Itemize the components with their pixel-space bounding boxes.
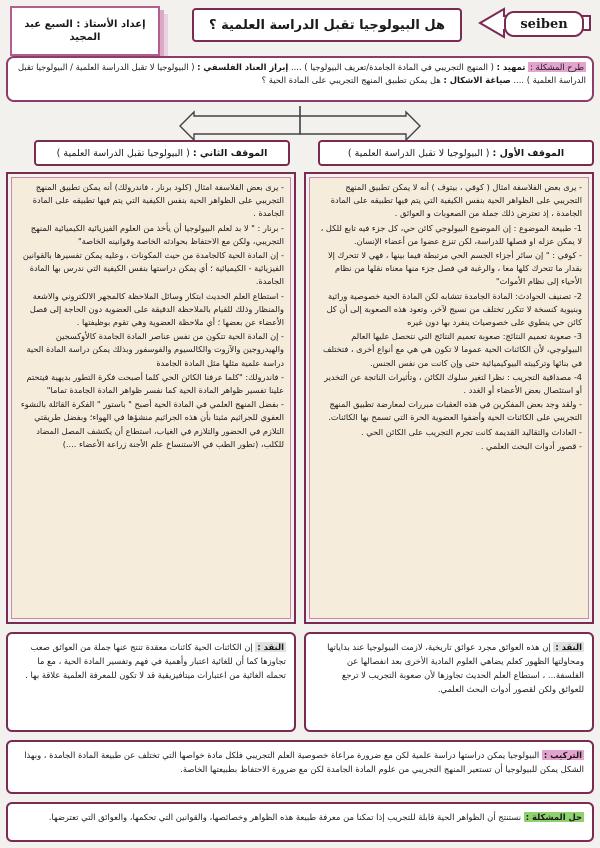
position1-paragraph: 1- طبيعة الموضوع : إن الموضوع البيولوجي كائن حي، كل جزء فيه تابع للكل ، لا يمكن عزله او فصلها للدراسة، لكن تنزع عضوا من أعضاء الإنسان. [320,222,582,246]
contrary-text: ( البيولوجيا لا تقبل الدراسة العلمية / البيولوجيا تقبل الدراسة العلمية ) .... [17,62,586,85]
position2-paragraph: - برنار : " لا بد لعلم البيولوجيا أن يأخذ من العلوم الفيزيائية الكيميائية المنهج التجريبي، ولكن مع الاحتفاظ بحوادثه الخاصة وقوانينه الخاصة" [30,222,284,246]
conclusion-box [6,802,594,842]
position1-paragraph: - كوفي : " إن سائر أجزاء الجسم الحي مرتبطة فيما بينها ، فهي لا تتحرك إلا بقدار ما تتحرك كلها معا ، والرغبة في فصل جزء منها معناه نقلها من نظام الأحياء إلى نظام الأموات" [327,250,582,287]
position1-paragraph: 3- صعوبة تعميم النتائج: صعوبة تعميم النتائج التي نتحصل عليها العالم البيولوجي، لأن الكائنات الحية عموما لا تكون هي هي مع أنواع أخرى ، فتختلف في بنائها وتركيبته البيوكيميائية حتى وإن كانت من نفس الجنس. [322,331,582,368]
position1-paragraph: 2- تصنيف الحوادث: المادة الجامدة تتشابه لكن المادة الحية خصوصية وراثية وبنيوية كنسخة لا تتكرر تختلف من نسيج لآخر، وتعود هذه الصعوبة إلى أن كل كائن حي ينطوي على خصوصيات ينفرد بها دون غيره [326,290,582,328]
critique1-box [304,632,594,732]
conclusion-text: نستنتج أن الظواهر الحية قابلة للتجريب إذا تمكنا من معرفة طبيعة هذه الظواهر وخصائصها، والقوانين التي تحكمها، والعوائق التي تعترضها. [48,812,522,822]
position2-paragraph: - إن المادة الحية تتكون من نفس عناصر المادة الجامدة كالأوكسجين والهيدروجين والآزوت والكالسيوم والفوسفور وبذلك يمكن دراسة المادة الحية دراسة علمية مثلها مثل المادة الجامدة [26,331,284,368]
critique2-label: النقد : [257,642,284,652]
position2-heading [34,140,290,166]
critique2-box [6,632,296,732]
position2-label: الموقف الثاني : [192,147,268,159]
critique2-text: إن الكائنات الحية كائنات معقدة تنتج عنها جملة من العوائق صعب تجاوزها كما أن للغائية اعتبار وأهمية في فهم وتفسير المادة الحية ، مع ما تحمله الغائية من اعتبارات ميتافيزيقية قد لا تكون للمعرفة العلمية علاقة بها . [25,642,286,680]
page-title [192,8,462,42]
position2-paragraph: - بفضل المنهج العلمي في المادة الحية أصبح " باستور " الفكرة القائلة بالنشوء العفوي للجراثيم مثبتا بأن هذه الجراثيم منشؤها في الهواء؛ وبفضل طريقتي التلازم في الحضور والتلازم في الغياب، استطاع أن يكتشف المصل المضاد للكلب، (تطور الطب في الاستنساخ علم الأجنة زراعة الأعضاء ....) [20,399,284,449]
question-label: صياغة الاشكال : [443,75,511,85]
logo [478,7,592,39]
position2-text: ( البيولوجيا تقبل الدراسة العلمية ) [56,147,190,159]
question-text: هل يمكن تطبيق المنهج التجريبي على المادة الحية ؟ [261,75,441,85]
title-text: هل البيولوجيا تقبل الدراسة العلمية ؟ [209,17,445,33]
position1-column [304,172,594,624]
position2-paragraph: - استطاع العلم الحديث ابتكار وسائل الملاحظة كالمجهر الالكتروني والاشعة والمنظار وذلك للقيام بالملاحظة الدقيقة على العضوية دون الحاجة إلى فصل الأعضاء عن بعضها ؛ أي ملاحظة العضوية وهي تقوم بوظيفتها . [29,290,284,328]
position2-body [11,177,291,619]
critique1-label: النقد : [555,642,582,652]
position1-body [309,177,589,619]
critique1-text: إن هذه العوائق مجرد عوائق تاريخية، لازمت البيولوجيا عند بداياتها ومحاولتها الظهور كعلم يضاهي العلوم المادية الأخرى بعد انفصالها عن الفلسفة... ، استطاع العلم الحديث تجاوزها لأن صعوبة التجريب لا ترجع للعوائق ولكن لقصور أدوات البحث العلمي. [327,642,584,694]
synthesis-text: البيولوجيا يمكن دراستها دراسة علمية لكن مع ضرورة مراعاة خصوصية العلم التجريبي فلكل مادة خواصها التي تختلف عن طبيعة المادة الجامدة ، وبهذا الشكل يمكن للبيولوجيا أن تستعير المنهج التجريبي من علوم المادة الجامدة لكن مع ضرورة الاحتفاظ بطبيعتها الخاصة. [24,750,584,774]
logo-text: seiben [504,11,584,37]
intro-box [6,56,594,102]
synthesis-label: التركيب : [543,750,582,760]
conclusion-label: حل المشكلة : [525,812,582,822]
position1-paragraph: - قصور أدوات البحث العلمي . [480,440,582,451]
position1-paragraph: - العادات والتقاليد القديمة كانت تجرم التجريب على الكائن الحي . [361,426,582,437]
position1-paragraph: 4- مصداقية التجريب : نظرا لتغير سلوك الكائن ، وتأثيرات الناتجة عن التخدير أو استئصال بعض الأعضاء أو الغدد . [324,371,582,396]
position2-paragraph: - فاندرولك: "كلما عرفنا الكائن الحي كلما أصبحت فكرة التطور بديهية فيتحتم علينا تفسير ظواهر المادة الحية كما نفسر ظواهر المادة الجامدة تماما" [26,371,284,396]
preface-label: تمهيد : [496,62,526,72]
preface-text: ( المنهج التجريبي في المادة الجامدة/تعريف البيولوجيا ) .... [290,62,494,72]
position1-text: ( البيولوجيا لا تقبل الدراسة العلمية ) [347,147,490,159]
author-name: إعداد الأستاذ : السبع عبد المجيد [24,19,146,43]
position1-label: الموقف الأول : [492,147,565,159]
author-box [10,6,160,56]
synthesis-box [6,740,594,794]
split-arrows-icon [150,102,450,142]
position2-paragraph: - إن المادة الحية كالجامدة من حيث المكونات ، وعليه يمكن تفسيرها بالقوانين الفيزيائية - الكيميائية ؛ أي يمكن دراستها بنفس الكيفية التي ندرس بها المادة الجامدة. [22,250,284,287]
problem-label: طرح المشكلة : [530,62,584,72]
contrary-label: إبراز العناد الفلسفي : [197,62,289,72]
position2-column [6,172,296,624]
position1-paragraph: - يرى بعض الفلاسفة امثال ( كوفي ، بيتوف ) أنه لا يمكن تطبيق المنهج التجريبي على الظواهر الحية بنفس الكيفية التي يتم فيها تطبيقه على المادة الجامدة ، إذ تعترض ذلك جملة من الصعوبات و العوائق . [330,182,582,219]
position2-paragraph: - يرى بعض الفلاسفة امثال (كلود برنار ، فاندرولك) أنه يمكن تطبيق المنهج التجريبي على الظواهر الحية بنفس الكيفية التي يتم فيها تطبيقه على المادة الجامدة . [32,182,284,219]
position1-paragraph: - ولقد وجد بعض المفكرين في هذه العقبات مبررات لمعارضة تطبيق المنهج التجريبي على الكائنات الحية وأضفوا العضوية الحرة التي تسمح بها الكائنات. [328,399,582,423]
position1-heading [318,140,594,166]
